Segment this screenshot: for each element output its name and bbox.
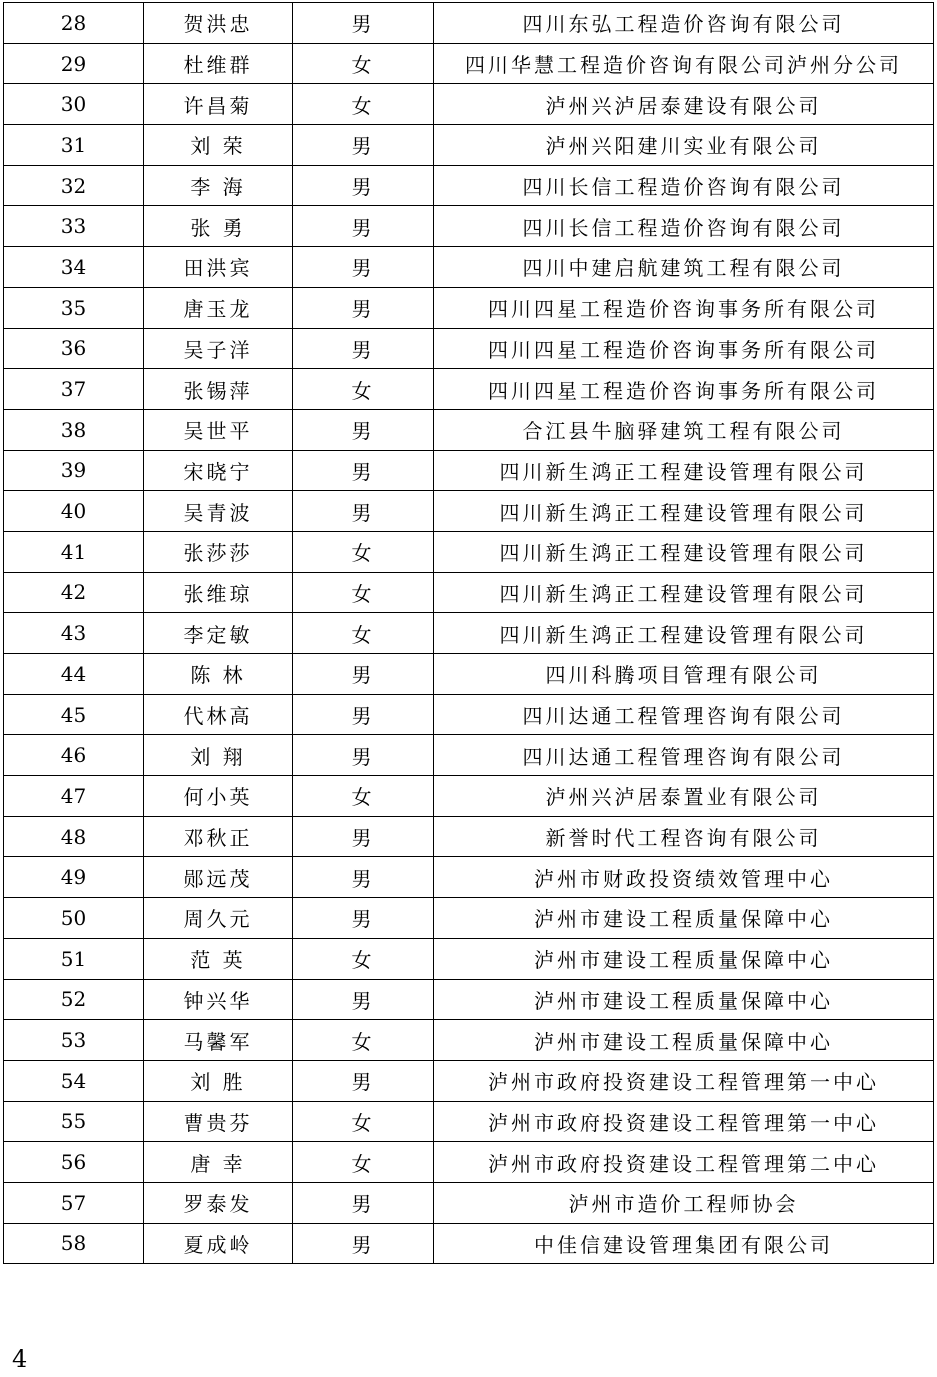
table-row xyxy=(4,531,934,572)
organization-name: 泸州兴泸居泰建设有限公司 xyxy=(434,84,934,125)
row-number: 33 xyxy=(4,206,144,247)
organization-name: 合江县牛脑驿建筑工程有限公司 xyxy=(434,409,934,450)
person-name: 郧远茂 xyxy=(144,857,293,898)
gender-cell: 女 xyxy=(293,613,434,654)
organization-name: 四川科腾项目管理有限公司 xyxy=(434,654,934,695)
organization-name: 四川东弘工程造价咨询有限公司 xyxy=(434,3,934,44)
organization-name: 四川新生鸿正工程建设管理有限公司 xyxy=(434,572,934,613)
gender-cell: 男 xyxy=(293,125,434,166)
table-row xyxy=(4,776,934,817)
gender-cell: 男 xyxy=(293,491,434,532)
row-number: 39 xyxy=(4,450,144,491)
gender-cell: 男 xyxy=(293,735,434,776)
table-row xyxy=(4,328,934,369)
organization-name: 四川新生鸿正工程建设管理有限公司 xyxy=(434,491,934,532)
person-name: 张维琼 xyxy=(144,572,293,613)
organization-name: 四川中建启航建筑工程有限公司 xyxy=(434,247,934,288)
gender-cell: 女 xyxy=(293,43,434,84)
gender-cell: 男 xyxy=(293,1223,434,1264)
organization-name: 泸州市造价工程师协会 xyxy=(434,1182,934,1223)
person-name: 罗泰发 xyxy=(144,1182,293,1223)
person-name: 李定敏 xyxy=(144,613,293,654)
table-row xyxy=(4,450,934,491)
person-name: 钟兴华 xyxy=(144,979,293,1020)
organization-name: 四川四星工程造价咨询事务所有限公司 xyxy=(434,287,934,328)
gender-cell: 女 xyxy=(293,84,434,125)
organization-name: 四川达通工程管理咨询有限公司 xyxy=(434,694,934,735)
gender-cell: 男 xyxy=(293,409,434,450)
row-number: 29 xyxy=(4,43,144,84)
gender-cell: 女 xyxy=(293,938,434,979)
organization-name: 四川长信工程造价咨询有限公司 xyxy=(434,206,934,247)
gender-cell: 男 xyxy=(293,1182,434,1223)
row-number: 58 xyxy=(4,1223,144,1264)
person-name: 何小英 xyxy=(144,776,293,817)
organization-name: 中佳信建设管理集团有限公司 xyxy=(434,1223,934,1264)
gender-cell: 女 xyxy=(293,776,434,817)
organization-name: 四川四星工程造价咨询事务所有限公司 xyxy=(434,369,934,410)
table-row xyxy=(4,287,934,328)
table-row xyxy=(4,654,934,695)
person-name: 宋晓宁 xyxy=(144,450,293,491)
organization-name: 泸州兴阳建川实业有限公司 xyxy=(434,125,934,166)
person-name: 田洪宾 xyxy=(144,247,293,288)
person-name: 张 勇 xyxy=(144,206,293,247)
row-number: 46 xyxy=(4,735,144,776)
table-row xyxy=(4,165,934,206)
table-row xyxy=(4,694,934,735)
person-name: 吴世平 xyxy=(144,409,293,450)
row-number: 42 xyxy=(4,572,144,613)
person-name: 代林高 xyxy=(144,694,293,735)
table-row xyxy=(4,1020,934,1061)
table-row xyxy=(4,1182,934,1223)
row-number: 53 xyxy=(4,1020,144,1061)
organization-name: 泸州市财政投资绩效管理中心 xyxy=(434,857,934,898)
table-row xyxy=(4,898,934,939)
page-number: 4 xyxy=(12,1345,28,1373)
person-name: 刘 翔 xyxy=(144,735,293,776)
row-number: 48 xyxy=(4,816,144,857)
row-number: 52 xyxy=(4,979,144,1020)
table-row xyxy=(4,84,934,125)
gender-cell: 男 xyxy=(293,328,434,369)
person-name: 邓秋正 xyxy=(144,816,293,857)
row-number: 38 xyxy=(4,409,144,450)
organization-name: 新誉时代工程咨询有限公司 xyxy=(434,816,934,857)
table-row xyxy=(4,816,934,857)
organization-name: 泸州市建设工程质量保障中心 xyxy=(434,938,934,979)
person-name: 贺洪忠 xyxy=(144,3,293,44)
person-name: 刘 荣 xyxy=(144,125,293,166)
table-row xyxy=(4,613,934,654)
table-row xyxy=(4,1223,934,1264)
gender-cell: 男 xyxy=(293,165,434,206)
gender-cell: 女 xyxy=(293,1020,434,1061)
row-number: 45 xyxy=(4,694,144,735)
table-row xyxy=(4,572,934,613)
organization-name: 泸州市政府投资建设工程管理第一中心 xyxy=(434,1060,934,1101)
organization-name: 四川华慧工程造价咨询有限公司泸州分公司 xyxy=(434,43,934,84)
gender-cell: 女 xyxy=(293,531,434,572)
gender-cell: 男 xyxy=(293,3,434,44)
person-name: 唐 幸 xyxy=(144,1142,293,1183)
row-number: 32 xyxy=(4,165,144,206)
table-row xyxy=(4,409,934,450)
person-name: 张莎莎 xyxy=(144,531,293,572)
organization-name: 四川达通工程管理咨询有限公司 xyxy=(434,735,934,776)
row-number: 51 xyxy=(4,938,144,979)
gender-cell: 男 xyxy=(293,654,434,695)
gender-cell: 女 xyxy=(293,1101,434,1142)
organization-name: 泸州市建设工程质量保障中心 xyxy=(434,979,934,1020)
table-row xyxy=(4,125,934,166)
table-row xyxy=(4,1142,934,1183)
person-name: 唐玉龙 xyxy=(144,287,293,328)
table-row xyxy=(4,491,934,532)
row-number: 55 xyxy=(4,1101,144,1142)
person-name: 刘 胜 xyxy=(144,1060,293,1101)
row-number: 41 xyxy=(4,531,144,572)
table-row xyxy=(4,3,934,44)
person-name: 杜维群 xyxy=(144,43,293,84)
table-row xyxy=(4,938,934,979)
row-number: 35 xyxy=(4,287,144,328)
gender-cell: 男 xyxy=(293,287,434,328)
row-number: 54 xyxy=(4,1060,144,1101)
row-number: 28 xyxy=(4,3,144,44)
organization-name: 泸州市建设工程质量保障中心 xyxy=(434,898,934,939)
person-name: 吴青波 xyxy=(144,491,293,532)
person-name: 曹贵芬 xyxy=(144,1101,293,1142)
person-name: 周久元 xyxy=(144,898,293,939)
organization-name: 四川四星工程造价咨询事务所有限公司 xyxy=(434,328,934,369)
organization-name: 泸州市政府投资建设工程管理第一中心 xyxy=(434,1101,934,1142)
gender-cell: 女 xyxy=(293,572,434,613)
gender-cell: 男 xyxy=(293,206,434,247)
roster-table-body xyxy=(4,3,934,1264)
organization-name: 四川新生鸿正工程建设管理有限公司 xyxy=(434,531,934,572)
person-name: 吴子洋 xyxy=(144,328,293,369)
gender-cell: 男 xyxy=(293,694,434,735)
gender-cell: 男 xyxy=(293,898,434,939)
organization-name: 四川长信工程造价咨询有限公司 xyxy=(434,165,934,206)
table-row xyxy=(4,735,934,776)
gender-cell: 男 xyxy=(293,247,434,288)
row-number: 56 xyxy=(4,1142,144,1183)
row-number: 57 xyxy=(4,1182,144,1223)
person-name: 张锡萍 xyxy=(144,369,293,410)
table-row xyxy=(4,247,934,288)
table-row xyxy=(4,369,934,410)
gender-cell: 女 xyxy=(293,369,434,410)
row-number: 40 xyxy=(4,491,144,532)
gender-cell: 男 xyxy=(293,816,434,857)
person-name: 马馨军 xyxy=(144,1020,293,1061)
table-row xyxy=(4,1060,934,1101)
organization-name: 泸州兴泸居泰置业有限公司 xyxy=(434,776,934,817)
gender-cell: 男 xyxy=(293,450,434,491)
row-number: 31 xyxy=(4,125,144,166)
row-number: 44 xyxy=(4,654,144,695)
row-number: 50 xyxy=(4,898,144,939)
gender-cell: 女 xyxy=(293,1142,434,1183)
roster-table xyxy=(3,2,934,1264)
table-row xyxy=(4,43,934,84)
row-number: 49 xyxy=(4,857,144,898)
person-name: 许昌菊 xyxy=(144,84,293,125)
person-name: 夏成岭 xyxy=(144,1223,293,1264)
person-name: 陈 林 xyxy=(144,654,293,695)
row-number: 34 xyxy=(4,247,144,288)
row-number: 47 xyxy=(4,776,144,817)
row-number: 30 xyxy=(4,84,144,125)
table-row xyxy=(4,206,934,247)
table-row xyxy=(4,857,934,898)
organization-name: 四川新生鸿正工程建设管理有限公司 xyxy=(434,450,934,491)
table-row xyxy=(4,1101,934,1142)
row-number: 36 xyxy=(4,328,144,369)
person-name: 范 英 xyxy=(144,938,293,979)
organization-name: 泸州市政府投资建设工程管理第二中心 xyxy=(434,1142,934,1183)
gender-cell: 男 xyxy=(293,979,434,1020)
table-row xyxy=(4,979,934,1020)
row-number: 37 xyxy=(4,369,144,410)
row-number: 43 xyxy=(4,613,144,654)
organization-name: 泸州市建设工程质量保障中心 xyxy=(434,1020,934,1061)
organization-name: 四川新生鸿正工程建设管理有限公司 xyxy=(434,613,934,654)
gender-cell: 男 xyxy=(293,1060,434,1101)
gender-cell: 男 xyxy=(293,857,434,898)
person-name: 李 海 xyxy=(144,165,293,206)
